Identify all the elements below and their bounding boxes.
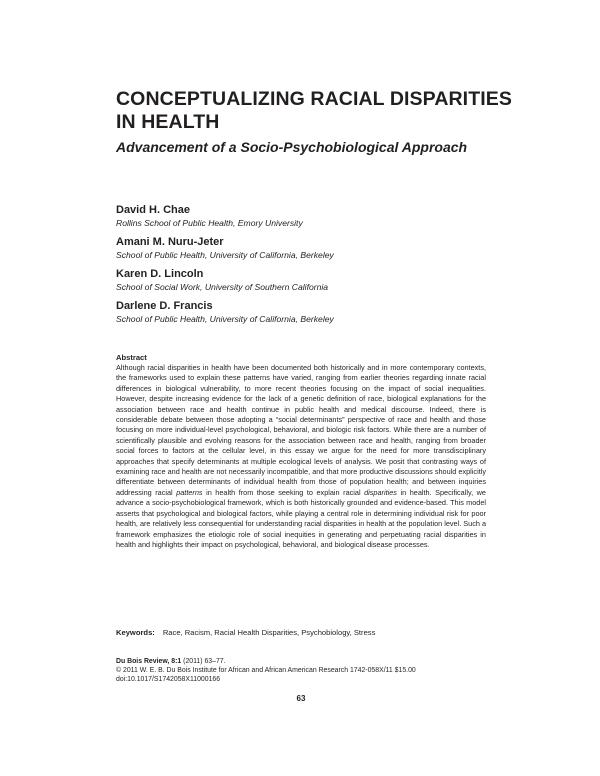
author-block — [116, 203, 536, 229]
abstract-text-part-3: in health. Specifically, we advance a socio-psychobiological framework, which is both historically grounded and evidence-based. This model asserts that psychological and biological factors, while playing a central role in determining individual risk for poor health, are relatively less consequential for understanding racial disparities in health at the population level. Such a framework emphasizes the etiologic role of social inequities in generating and perpetuating racial disparities in health and highlights their impact on psychological, behavioral, and biological disease processes. — [116, 487, 486, 549]
journal-volume-pages: (2011) 63–77. — [181, 658, 226, 665]
copyright-notice: © 2011 W. E. B. Du Bois Institute for African and African American Research 1742-058X/11 $15.00 — [116, 667, 416, 675]
abstract-emphasis-patterns: patterns — [176, 487, 203, 497]
author-name: David H. Chae — [116, 204, 190, 216]
citation-footer — [116, 657, 496, 685]
author-affiliation: School of Public Health, University of California, Berkeley — [116, 314, 334, 324]
author-affiliation: School of Public Health, University of California, Berkeley — [116, 250, 334, 260]
author-block — [116, 299, 536, 325]
abstract-section — [116, 352, 486, 550]
keywords-label: Keywords: — [116, 628, 155, 637]
abstract-emphasis-disparities: disparities — [364, 487, 397, 497]
abstract-heading: Abstract — [116, 353, 147, 362]
author-affiliation: School of Social Work, University of Southern California — [116, 282, 329, 292]
author-name: Darlene D. Francis — [116, 300, 213, 312]
author-list — [116, 203, 536, 331]
article-subtitle: Advancement of a Socio-Psychobiological Approach — [116, 139, 468, 155]
page-number: 63 — [296, 694, 306, 703]
abstract-text-part-1: Although racial disparities in health have been documented both historically and in more contemporary contexts, the frameworks used to explain these patterns have varied, ranging from earlier theories regarding innate racial differences in biological vulnerability, to more recent theories focusing on the impact of social inequalities. However, despite increasing evidence for the lack of a genetic definition of race, biological explanations for the association between race and health continue in public health and medical discourse. Indeed, there is considerable debate between those adopting a “social determinants” perspective of race and health and those focusing on more individual-level psychological, behavioral, and biologic risk factors. While there are a number of scientifically plausible and evolving reasons for the association between race and health, ranging from broader social forces to factors at the cellular level, in this essay we argue for the need for more transdisciplinary approaches that specify determinants at multiple ecological levels of analysis. We posit that contrasting ways of examining race and health are not necessarily incompatible, and that more productive discussions should explicitly differentiate between determinants of individual health from those of population health; and between inquiries addressing racial — [116, 363, 486, 497]
author-name: Amani M. Nuru-Jeter — [116, 236, 224, 248]
journal-name: Du Bois Review, 8:1 — [116, 658, 182, 665]
author-name: Karen D. Lincoln — [116, 268, 204, 280]
abstract-text-part-2: in health from those seeking to explain racial — [202, 487, 365, 497]
journal-citation — [116, 657, 496, 666]
article-title: CONCEPTUALIZING RACIAL DISPARITIES IN HEALTH — [116, 88, 512, 133]
doi-link[interactable]: doi:10.1017/S1742058X11000166 — [116, 676, 221, 684]
keywords-value: Race, Racism, Racial Health Disparities, Psychobiology, Stress — [162, 628, 376, 637]
author-block — [116, 235, 536, 261]
author-affiliation: Rollins School of Public Health, Emory University — [116, 218, 303, 228]
abstract-body — [116, 363, 486, 550]
keywords-line — [116, 627, 496, 638]
author-block — [116, 267, 536, 293]
